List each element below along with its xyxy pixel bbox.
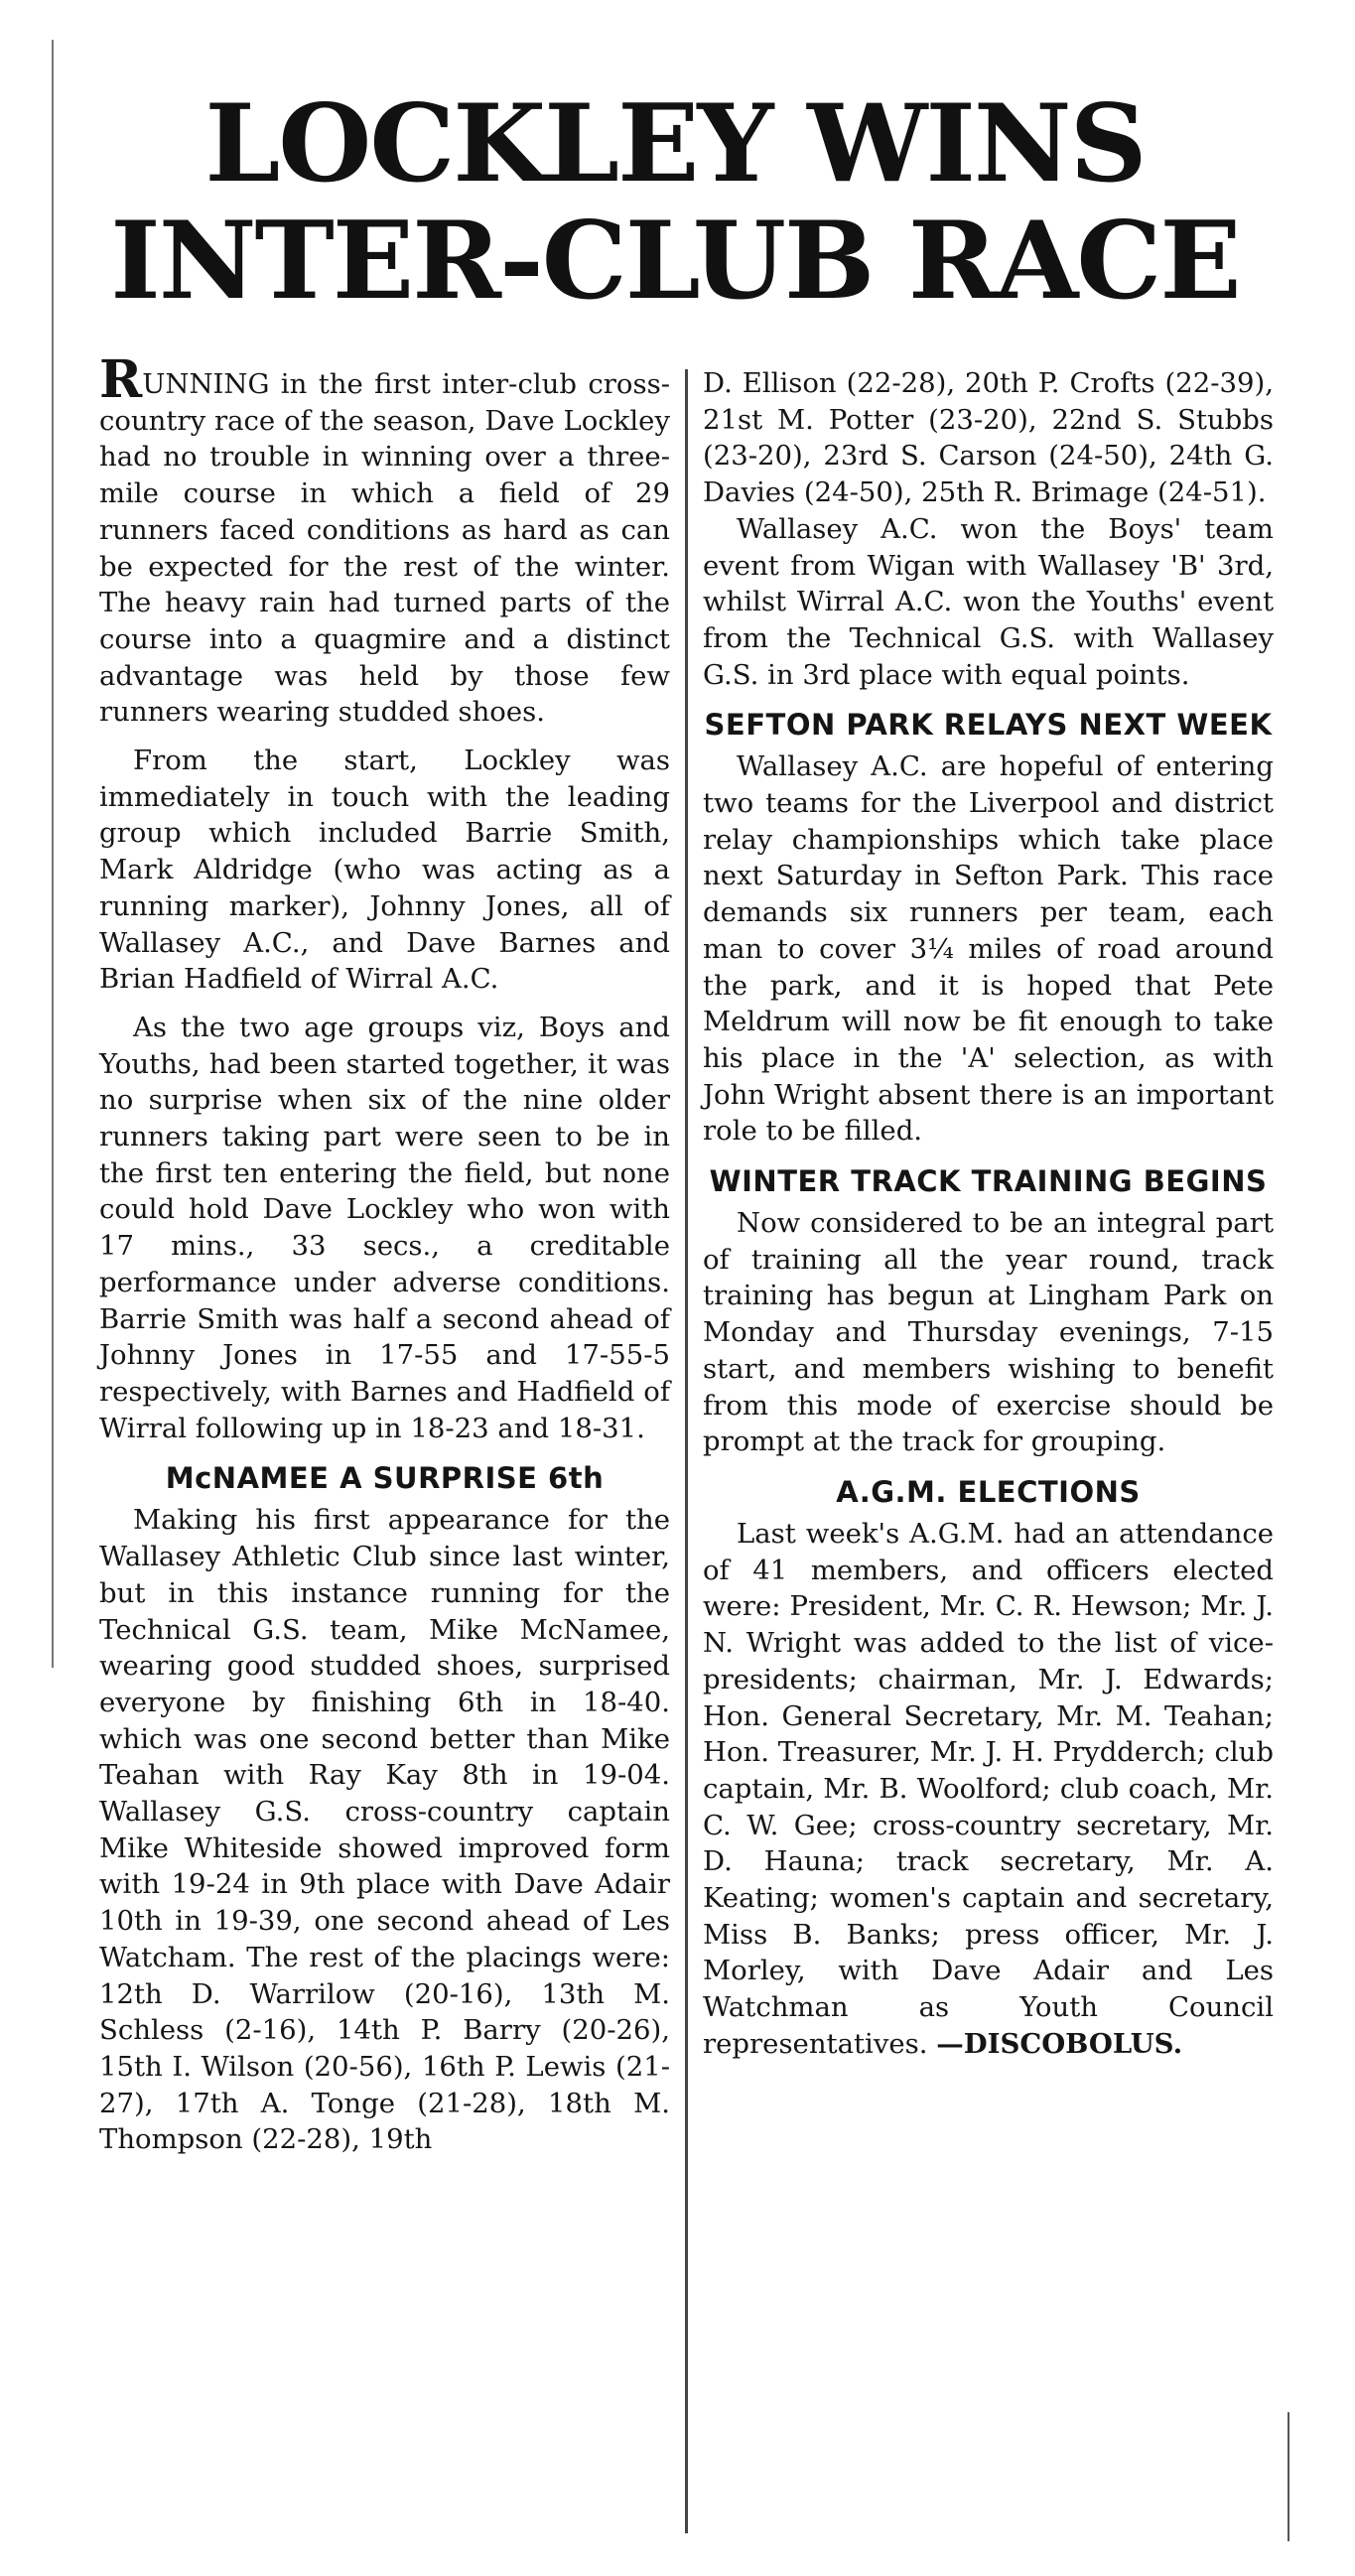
headline-line-2: INTER-CLUB RACE bbox=[110, 199, 1240, 324]
paragraph-agm bbox=[703, 1516, 1274, 2063]
paragraph-mcnamee: Making his first appearance for the Wallasey Athletic Club since last winter, but in this instance running for the Technical G.S. team, Mike McNamee, wearing good studded shoes, surprised everyone by finishing 6th in 18-40. which was one second better than Mike Teahan with Ray Kay 8th in 19-04. Wallasey G.S. cross-country captain Mike Whiteside showed improved form with 19-24 in 9th place with Dave Adair 10th in 19-39, one second ahead of Les Watcham. The rest of the placings were: 12th D. Warrilow (20-16), 13th M. Schless (2-16), 14th P. Barry (20-26), 15th I. Wilson (20-56), 16th P. Lewis (21-27), 17th A. Tonge (21-28), 18th M. Thompson (22-28), 19th bbox=[99, 1504, 670, 2156]
left-column bbox=[99, 349, 670, 2158]
subhead-winter-training: WINTER TRACK TRAINING BEGINS bbox=[709, 1164, 1268, 1199]
paragraph-age-groups: As the two age groups viz, Boys and Youths, had been started together, it was no surprise when six of the nine older runners taking part were seen to be in the first ten entering the field, but none could hold Dave Lockley who won with 17 mins., 33 secs., a creditable performance under adverse conditions. Barrie Smith was half a second ahead of Johnny Jones in 17-55 and 17-55-5 respectively, with Barnes and Hadfield of Wirral following up in 18-23 and 18-31. bbox=[99, 1011, 670, 1444]
paragraph-sefton-park: Wallasey A.C. are hopeful of entering two teams for the Liverpool and district relay championships which take place next Saturday in Sefton Park. This race demands six runners per team, each man to cover 3¼ miles of road around the park, and it is hoped that Pete Meldrum will now be fit enough to take his place in the 'A' selection, as with John Wright absent there is an important role to be filled. bbox=[703, 750, 1274, 1148]
subhead-mcnamee: McNAMEE A SURPRISE 6th bbox=[165, 1461, 605, 1496]
right-column bbox=[703, 365, 1274, 2063]
paragraph-placings-continued: D. Ellison (22-28), 20th P. Crofts (22-39), 21st M. Potter (23-20), 22nd S. Stubbs (23-20), 23rd S. Carson (24-50), 24th G. Davies (24-50), 25th R. Brimage (24-51). bbox=[703, 367, 1274, 509]
headline-line-1: LOCKLEY WINS bbox=[204, 81, 1146, 206]
left-column-rule bbox=[52, 40, 54, 1668]
paragraph-team-events: Wallasey A.C. won the Boys' team event from Wigan with Wallasey 'B' 3rd, whilst Wirral A.C. won the Youths' event from the Technical G.S. with Wallasey G.S. in 3rd place with equal points. bbox=[703, 512, 1274, 691]
subhead-sefton-park: SEFTON PARK RELAYS NEXT WEEK bbox=[704, 708, 1273, 743]
headline bbox=[60, 81, 1290, 324]
subhead-agm: A.G.M. ELECTIONS bbox=[836, 1474, 1141, 1509]
byline: —DISCOBOLUS. bbox=[936, 2027, 1183, 2060]
paragraph-winter-training: Now considered to be an integral part of training all the year round, track training has begun at Lingham Park on Monday and Thursday evenings, 7-15 start, and members wishing to benefit from this mode of exercise should be prompt at the track for grouping. bbox=[703, 1207, 1274, 1458]
paragraph-agm-text: Last week's A.G.M. had an attendance of 41 members, and officers elected were: President, Mr. C. R. Hewson; Mr. J. N. Wright was added to the list of vice-presidents; chairman, Mr. J. Edwards; Hon. General Secretary, Mr. M. Teahan; Hon. Treasurer, Mr. J. H. Prydderch; club captain, Mr. B. Woolford; club coach, Mr. C. W. Gee; cross-country secretary, Mr. D. Hauna; track secretary, Mr. A. Keating; women's captain and secretary, Miss B. Banks; press officer, Mr. J. Morley, with Dave Adair and Les Watchman as Youth Council representatives. bbox=[703, 1517, 1274, 2060]
paragraph-opening bbox=[99, 349, 670, 731]
column-divider-rule bbox=[685, 369, 688, 2533]
drop-cap: R bbox=[99, 349, 143, 410]
right-edge-rule bbox=[1287, 2412, 1289, 2541]
paragraph-opening-text: UNNING in the first inter-club cross-country race of the season, Dave Lockley had no trouble in winning over a three-mile course in which a field of 29 runners faced conditions as hard as can be expected for the rest of the winter. The heavy rain had turned parts of the course into a quagmire and a distinct advantage was held by those few runners wearing studded shoes. bbox=[99, 368, 670, 729]
paragraph-start-of-race: From the start, Lockley was immediately in touch with the leading group which included Barrie Smith, Mark Aldridge (who was acting as a running marker), Johnny Jones, all of Wallasey A.C., and Dave Barnes and Brian Hadfield of Wirral A.C. bbox=[99, 745, 670, 996]
